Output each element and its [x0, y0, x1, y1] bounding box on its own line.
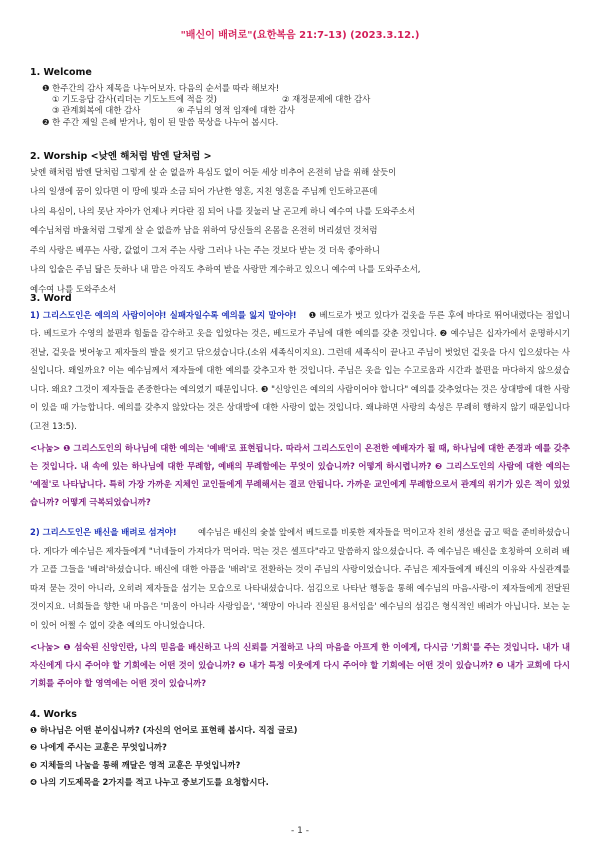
word-point-2 — [30, 523, 570, 634]
word-section — [30, 294, 570, 692]
sermon-title: "배신이 배려로" — [180, 30, 253, 41]
welcome-line-1: ❶ 한주간의 감사 제목을 나누어보자. 다음의 순서를 따라 해보자! — [42, 82, 280, 93]
welcome-section — [30, 68, 570, 126]
point-2-body: 예수님은 배신의 숯불 앞에서 베드로를 비롯한 제자들을 먹이고자 친히 생선을 굽고 떡을 준비하셨습니다. 게다가 예수님은 제자들에게 "너네들이 가져다가 먹어라. 먹는 것은 셀프다"라고 말씀하지 않으셨습니다. 즉 예수님은 배신을 호칭하여 오히려 배가 고플 그들을 '배려'하셨습니다. 배신에 대한 아픔을 '배려'로 전환하는 것이 주님의 사랑이었습니다. 주님은 제자들에게 배신의 이유와 사실관계를 따져 묻는 것이 아니라, 오히려 제자들을 섬기는 모습으로 나타내셨습니다. 섬김으로 나타난 행동을 통해 예수님의 마음-사랑-이 제자들에게 전달된 것이지요. 너희들을 향한 내 마음은 '미움이 아니라 사랑임을', '책망이 아니라 진실된 용서임을' 예수님의 섬김은 형식적인 배려가 아닙니다. 보는 눈이 있어 어쩔 수 없이 갖춘 예의도 아니었습니다. — [30, 527, 570, 630]
welcome-item-1: ① 기도응답 감사(리더는 기도노트에 적을 것) — [52, 93, 217, 104]
works-item: ❶ 하나님은 어떤 분이십니까? (자신의 언어로 표현해 봅시다. 직접 글로) — [30, 724, 298, 735]
word-heading: 3. Word — [30, 293, 72, 304]
works-item: ❹ 나의 기도제목을 2가지를 적고 나누고 중보기도를 요청합시다. — [30, 777, 269, 787]
welcome-line-4: ❷ 한 주간 제일 은혜 받거나, 힘이 된 말씀 묵상을 나누어 봅시다. — [42, 116, 279, 127]
scripture-reference: (요한복음 21:7-13) — [252, 30, 347, 41]
page-title — [0, 26, 600, 41]
word-point-1 — [30, 306, 570, 436]
lyric-line: 낮엔 해처럼 밤엔 달처럼 그렇게 살 순 없을까 욕심도 없이 어둔 세상 비추어 온전히 남을 위해 살듯이 — [30, 166, 397, 177]
lyric-line: 주의 사랑은 베푸는 사랑, 값없이 그저 주는 사랑 그러나 나는 주는 것보다 받는 것 더욱 좋아하니 — [30, 244, 381, 255]
welcome-item-3: ③ 관계회복에 대한 감사 — [52, 105, 141, 116]
works-item: ❸ 지체들의 나눔을 통해 깨달은 영적 교훈은 무엇입니까? — [30, 759, 241, 770]
welcome-item-2: ② 재정문제에 대한 감사 — [282, 93, 371, 104]
point-1-title: 1) 그리스도인은 예의의 사람이어야! 실패자일수록 예의를 잃지 말아야! — [30, 309, 297, 320]
lyric-line: 예수님처럼 바울처럼 그렇게 살 순 없을까 남을 위하여 당신들의 온몸을 온전히 버리셨던 것처럼 — [30, 225, 378, 236]
page-number: - 1 - — [291, 826, 309, 836]
sermon-date: (2023.3.12.) — [350, 30, 420, 41]
worship-section — [30, 152, 570, 305]
lyric-line: 나의 일생에 꿈이 있다면 이 땅에 빛과 소금 되어 가난한 영혼, 지친 영혼을 주님께 인도하고픈데 — [30, 186, 378, 197]
lyric-line: 나의 입술은 주님 닮은 듯하나 내 맘은 아직도 추하여 받을 사랑만 계수하고 있으니 예수여 나를 도와주소서, — [30, 264, 421, 275]
sharing-questions-2: <나눔> ❶ 섬숙된 신앙인란, 나의 믿음을 배신하고 나의 신뢰를 거절하고 나의 마음을 아프게 한 이에게, 다시금 '기회'를 주는 것입니다. 내가 내 자신에게 다시 주어야 할 기회에는 어떤 것이 있습니까? ❷ 내가 특정 이웃에게 다시 주어야 할 기회에는 어떤 것이 있습니까? ❸ 내가 교회에 다시 기회를 주어야 할 영역에는 어떤 것이 있습니까? — [30, 642, 570, 688]
welcome-heading: 1. Welcome — [30, 67, 92, 78]
worship-lyrics — [30, 168, 570, 305]
welcome-item-4: ④ 주님의 영적 임재에 대한 감사 — [177, 105, 295, 116]
works-list — [30, 726, 570, 796]
works-heading: 4. Works — [30, 709, 77, 720]
works-item: ❷ 나에게 주시는 교훈은 무엇입니까? — [30, 742, 167, 752]
sharing-questions-1: <나눔> ❶ 그리스도인의 하나님에 대한 예의는 '예배'로 표현됩니다. 따라서 그리스도인이 온전한 예배자가 될 때, 하나님에 대한 존경과 예를 갖추는 것입니다. 내 속에 있는 하나님에 대한 무례함, 예배의 무례함에는 무엇이 있습니까? 어떻게 하시렵니까? ❷ 그리스도인의 사람에 대한 예의는 '예절'로 나타납니다. 특히 가장 가까운 지체인 교인들에게 무례해서는 결코 안됩니다. 가까운 교인에게 무례함으로서 관계의 위기가 있은 적이 있었습니까? 어떻게 극복되었습니까? — [30, 443, 570, 507]
lyric-line: 나의 욕심이, 나의 못난 자아가 언제나 커다란 짐 되어 나를 짓눌러 날 곤고케 하니 예수여 나를 도와주소서 — [30, 205, 416, 216]
lyric-line: 예수여 나를 도와주소서 — [30, 284, 117, 295]
works-section — [30, 710, 570, 796]
worship-heading: 2. Worship <낮엔 해처럼 밤엔 달처럼 > — [30, 151, 212, 162]
welcome-line-2 — [30, 95, 570, 103]
point-2-title: 2) 그리스도인은 배신을 배려로 섬겨야! — [30, 527, 177, 537]
point-1-body: ❶ 베드로가 벗고 있다가 겉옷을 두른 후에 바다로 뛰어내렸다는 점입니다. 베드로가 수영의 불편과 힘듦을 감수하고 옷을 입었다는 것은, 베드로가 주님에 대한 예의를 갖춘 것입니다. ❷ 예수님은 십자가에서 운명하시기 전날, 겉옷을 벗어놓고 제자들의 발을 씻기고 닦으셨습니다.(소위 세족식이지요). 그런데 세족식이 끝나고 주님이 벗었던 겉옷을 다시 입으셨다는 사실입니다. 왜일까요? 이는 예수님께서 제자들에 대한 예의를 갖추고자 한 것입니다. 주님은 옷을 입는 수고로움과 시간과 불편을 마다하지 않으셨습니다. 왜요? 그것이 제자들을 존중한다는 예의였기 때문입니다. ❸ "신앙인은 예의의 사람이어야 합니다" 예의를 갖추었다는 것은 상대방에 대한 사랑이 있을 때 가능합니다. 예의를 갖추지 않았다는 것은 상대방에 대한 사랑이 없는 것입니다. 왜냐하면 사랑의 속성은 무례히 행하지 않기 때문입니다(고전 13:5). — [30, 309, 571, 431]
welcome-line-3 — [30, 106, 570, 114]
